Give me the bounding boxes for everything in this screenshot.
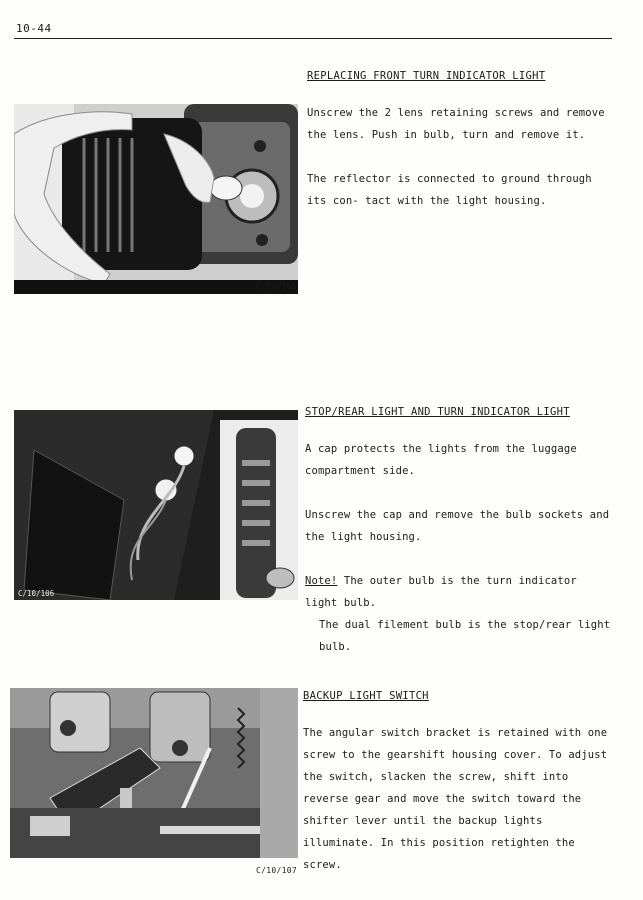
photo-front-turn-indicator <box>14 104 298 294</box>
figure-caption: C/10/107 <box>256 866 297 875</box>
note <box>305 570 611 658</box>
note-text: The outer bulb is the turn indicator light bulb. <box>305 575 577 609</box>
paragraph: A cap protects the lights from the luggage compartment side. <box>305 443 577 477</box>
header-rule <box>14 38 612 39</box>
figure-caption: C/10/106 <box>18 589 55 598</box>
photo-backup-light-switch <box>10 688 298 858</box>
paragraph: Unscrew the cap and remove the bulb sockets and the light housing. <box>305 509 610 543</box>
section-stop-rear-light <box>305 406 611 658</box>
section-backup-light-switch <box>303 690 609 876</box>
paragraph: The reflector is connected to ground through its con- tact with the light housing. <box>307 173 592 207</box>
figure-caption: C/10/105 <box>256 282 297 291</box>
photo-stop-rear-light <box>14 410 298 600</box>
paragraph: Unscrew the 2 lens retaining screws and remove the lens. Push in bulb, turn and remove it. <box>307 107 605 141</box>
paragraph: The angular switch bracket is retained with one screw to the gearshift housing cover. To adjust the switch, slacken the screw, shift into reverse gear and move the switch toward the shifter lever until the backup lights illuminate. In this position retighten the screw. <box>303 727 608 871</box>
section-heading: BACKUP LIGHT SWITCH <box>303 690 429 702</box>
note-label: Note! <box>305 575 338 587</box>
section-heading: REPLACING FRONT TURN INDICATOR LIGHT <box>307 70 546 82</box>
section-front-turn-indicator <box>307 70 607 212</box>
note-text: The dual filement bulb is the stop/rear light bulb. <box>319 619 611 653</box>
section-heading: STOP/REAR LIGHT AND TURN INDICATOR LIGHT <box>305 406 570 418</box>
page-number: 10-44 <box>16 22 52 35</box>
